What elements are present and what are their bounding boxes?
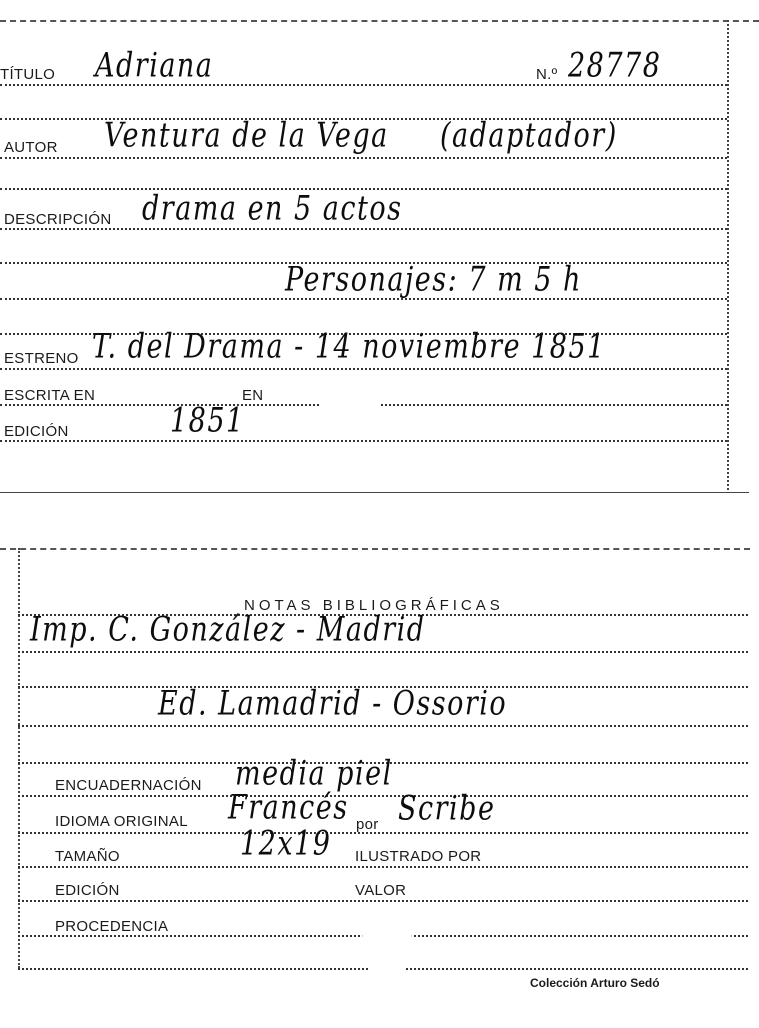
note-line-1: Imp. C. González - Madrid <box>30 610 426 649</box>
line-note-2 <box>18 725 748 727</box>
autor-value: Ventura de la Vega <box>104 116 389 155</box>
autor-label: AUTOR <box>4 139 58 156</box>
escrita-en-label: ESCRITA EN <box>4 387 96 404</box>
notas-heading: NOTAS BIBLIOGRÁFICAS <box>244 597 504 614</box>
tamano-label: TAMAÑO <box>55 848 120 865</box>
line-estreno <box>0 368 727 370</box>
procedencia-label: PROCEDENCIA <box>55 918 169 935</box>
line-descripcion <box>0 228 727 230</box>
line-note-1 <box>18 651 748 653</box>
por-label: por <box>356 816 379 833</box>
line-idioma <box>18 832 748 834</box>
collection-footer: Colección Arturo Sedó <box>530 976 660 990</box>
numero-label: N.º <box>536 66 558 83</box>
descripcion-label: DESCRIPCIÓN <box>4 211 112 228</box>
descripcion-value: drama en 5 actos <box>142 189 403 228</box>
line-personajes <box>0 298 727 300</box>
por-value: Scribe <box>398 789 496 828</box>
line-autor <box>0 157 727 159</box>
line-edicion <box>0 440 727 442</box>
encuadernacion-value: media piel <box>235 754 393 793</box>
card2-top-edge <box>0 548 750 550</box>
descripcion-extra: Personajes: 7 m 5 h <box>285 260 582 299</box>
paper-blemish-2 <box>362 915 412 975</box>
line-tamano <box>18 866 748 868</box>
autor-note: (adaptador) <box>440 116 618 155</box>
encuadernacion-label: ENCUADERNACIÓN <box>55 777 202 794</box>
idioma-value: Francés <box>228 788 349 827</box>
note-line-2: Ed. Lamadrid - Ossorio <box>158 684 508 723</box>
edicion-value: 1851 <box>170 401 245 440</box>
card-top-edge <box>0 20 759 22</box>
estreno-value: T. del Drama - 14 noviembre 1851 <box>92 327 606 366</box>
card-right-edge <box>727 20 729 490</box>
valor-label: VALOR <box>355 882 407 899</box>
estreno-label: ESTRENO <box>4 350 79 367</box>
edicion-label: EDICIÓN <box>4 423 69 440</box>
line-titulo <box>0 84 727 86</box>
numero-value: 28778 <box>568 46 662 85</box>
paper-blemish <box>320 385 380 440</box>
en-label: EN <box>242 387 264 404</box>
edicion2-label: EDICIÓN <box>55 882 120 899</box>
tamano-value: 12x19 <box>240 824 332 863</box>
ilustrado-label: ILUSTRADO POR <box>355 848 482 865</box>
line-edicion2 <box>18 900 748 902</box>
titulo-label: TÍTULO <box>0 66 56 83</box>
titulo-value: Adriana <box>95 46 214 85</box>
card-bottom-edge <box>0 492 749 493</box>
line-encuadernacion <box>18 795 748 797</box>
idioma-label: IDIOMA ORIGINAL <box>55 813 188 830</box>
card2-left-edge <box>18 548 20 968</box>
